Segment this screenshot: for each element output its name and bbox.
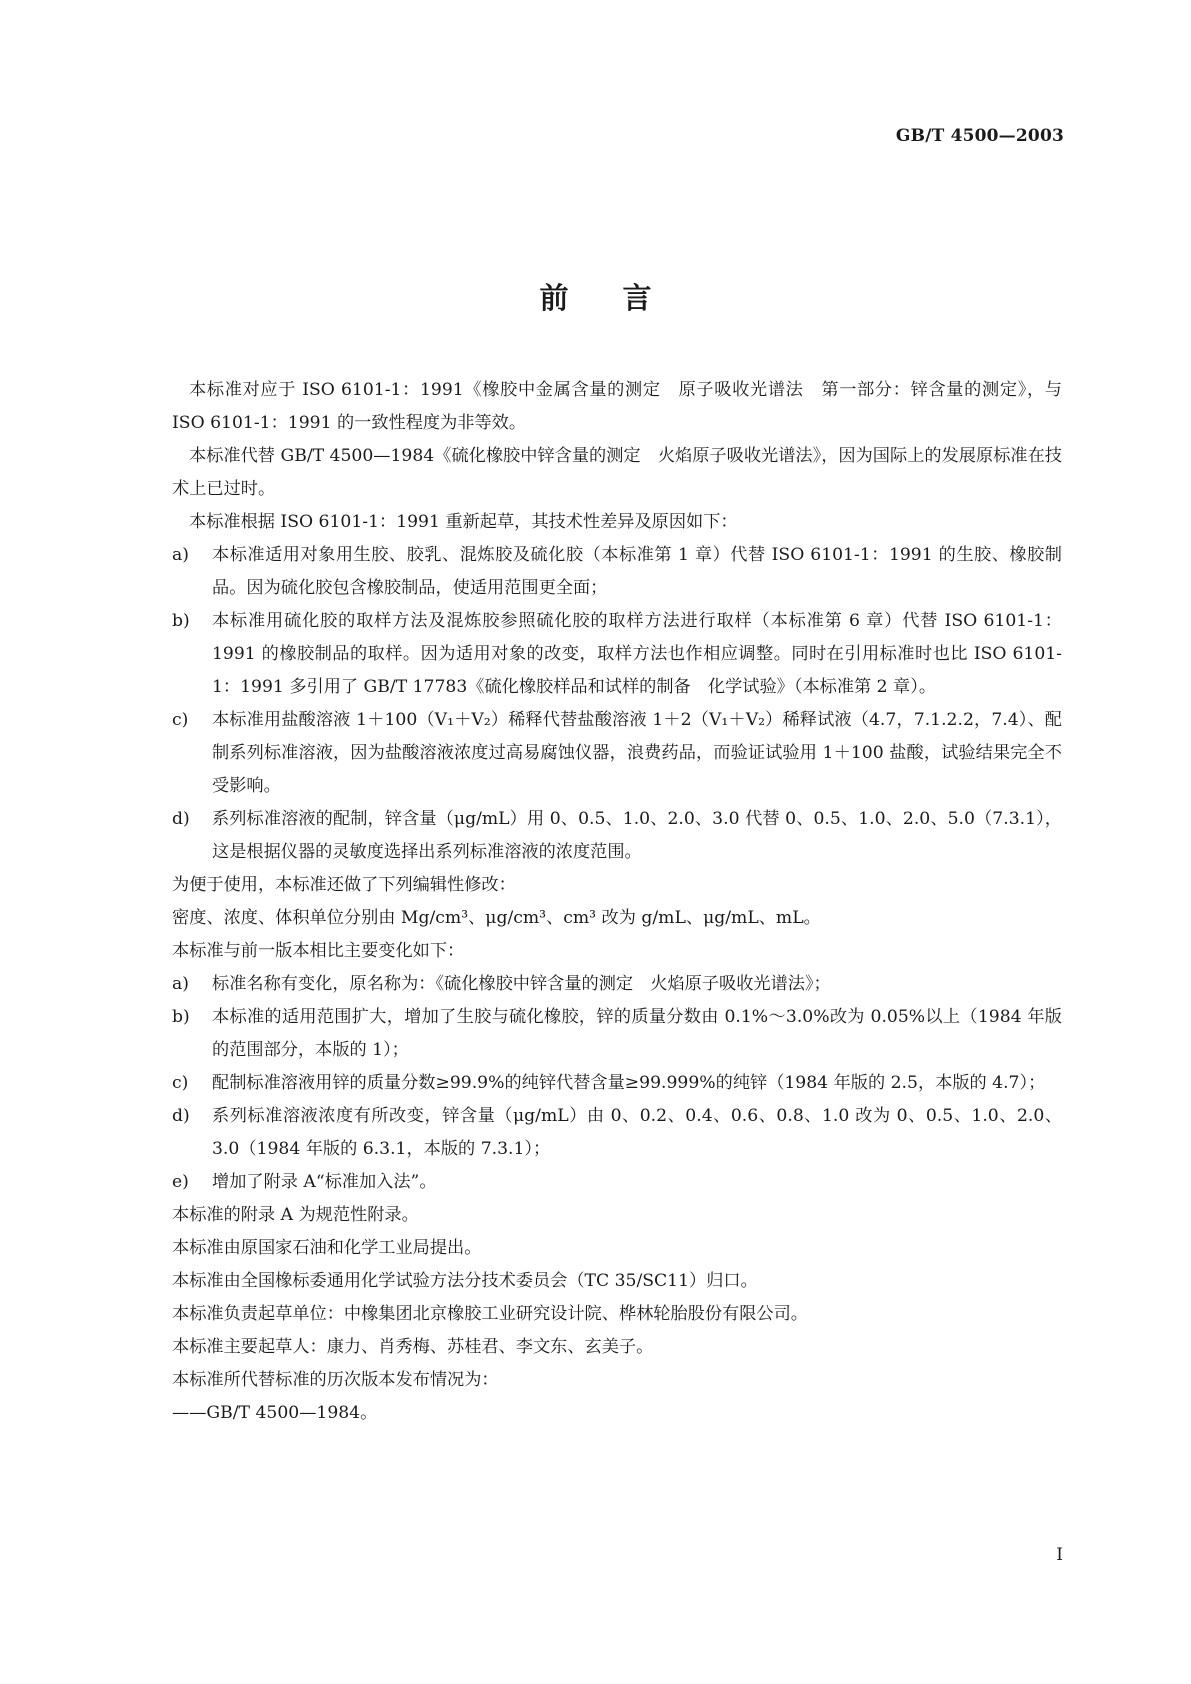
standard-code: GB/T 4500—2003 [895, 126, 1064, 146]
list-text: 本标准适用对象用生胶、胶乳、混炼胶及硫化胶（本标准第 1 章）代替 ISO 6101-1：1991 的生胶、橡胶制品。因为硫化胶包含橡胶制品，使适用范围更全面； [212, 545, 1062, 598]
paragraph: 本标准的附录 A 为规范性附录。 [172, 1205, 419, 1225]
list-item [172, 704, 1062, 803]
list-item [172, 539, 1062, 605]
list-marker: e) [172, 1172, 189, 1192]
page-title: 前言 [539, 281, 706, 315]
list-item [172, 1100, 1062, 1166]
list-text: 增加了附录 A“标准加入法”。 [212, 1172, 437, 1192]
superseded-version: ——GB/T 4500—1984。 [172, 1403, 378, 1423]
paragraph: 本标准负责起草单位：中橡集团北京橡胶工业研究设计院、桦林轮胎股份有限公司。 [172, 1304, 808, 1324]
paragraph: 本标准根据 ISO 6101-1：1991 重新起草，其技术性差异及原因如下： [189, 512, 738, 532]
list-text: 标准名称有变化，原名称为：《硫化橡胶中锌含量的测定 火焰原子吸收光谱法》； [212, 974, 831, 994]
list-marker: a) [172, 545, 189, 565]
paragraph: 本标准主要起草人：康力、肖秀梅、苏桂君、李文东、玄美子。 [172, 1337, 654, 1357]
paragraph: 本标准代替 GB/T 4500—1984《硫化橡胶中锌含量的测定 火焰原子吸收光谱法》，因为国际上的发展原标准在技术上已过时。 [172, 446, 1062, 499]
foreword-body [172, 374, 1062, 1430]
list-item [172, 968, 1062, 1001]
list-text: 本标准用盐酸溶液 1＋100（V₁＋V₂）稀释代替盐酸溶液 1＋2（V₁＋V₂）稀释试液（4.7，7.1.2.2，7.4）、配制系列标准溶液，因为盐酸溶液浓度过高易腐蚀仪器，浪费药品，而验证试验用 1＋100 盐酸，试验结果完全不受影响。 [212, 710, 1062, 796]
list-text: 系列标准溶液浓度有所改变，锌含量（μg/mL）由 0、0.2、0.4、0.6、0.8、1.0 改为 0、0.5、1.0、2.0、3.0（1984 年版的 6.3.1，本版的 7.3.1）； [212, 1106, 1062, 1159]
list-marker: d) [172, 1106, 190, 1126]
list-item [172, 1067, 1062, 1100]
list-item [172, 605, 1062, 704]
list-text: 配制标准溶液用锌的质量分数≥99.9%的纯锌代替含量≥99.999%的纯锌（1984 年版的 2.5，本版的 4.7）； [212, 1073, 1046, 1093]
list-marker: c) [172, 1073, 189, 1093]
list-marker: a) [172, 974, 189, 994]
list-marker: c) [172, 710, 189, 730]
paragraph: 本标准对应于 ISO 6101-1：1991《橡胶中金属含量的测定 原子吸收光谱法 第一部分：锌含量的测定》，与 ISO 6101-1：1991 的一致性程度为非等效。 [172, 380, 1062, 433]
list-marker: b) [172, 1007, 190, 1027]
list-text: 本标准用硫化胶的取样方法及混炼胶参照硫化胶的取样方法进行取样（本标准第 6 章）代替 ISO 6101-1：1991 的橡胶制品的取样。因为适用对象的改变，取样方法也作相应调整。同时在引用标准时也比 ISO 6101-1：1991 多引用了 GB/T 17783《硫化橡胶样品和试样的制备 化学试验》（本标准第 2 章）。 [212, 611, 1062, 697]
paragraph: 本标准由全国橡标委通用化学试验方法分技术委员会（TC 35/SC11）归口。 [172, 1271, 758, 1291]
list-item [172, 1001, 1062, 1067]
list-text: 系列标准溶液的配制，锌含量（μg/mL）用 0、0.5、1.0、2.0、3.0 代替 0、0.5、1.0、2.0、5.0（7.3.1），这是根据仪器的灵敏度选择出系列标准溶液的浓度范围。 [212, 809, 1062, 862]
paragraph: 为便于使用，本标准还做了下列编辑性修改： [172, 875, 516, 895]
list-text: 本标准的适用范围扩大，增加了生胶与硫化橡胶，锌的质量分数由 0.1%～3.0%改为 0.05%以上（1984 年版的范围部分，本版的 1）； [212, 1007, 1062, 1060]
list-item [172, 803, 1062, 869]
page-number: I [1056, 1545, 1063, 1565]
paragraph: 本标准由原国家石油和化学工业局提出。 [172, 1238, 482, 1258]
paragraph: 本标准所代替标准的历次版本发布情况为： [172, 1370, 499, 1390]
list-item [172, 1166, 1062, 1199]
paragraph: 本标准与前一版本相比主要变化如下： [172, 941, 465, 961]
list-marker: b) [172, 611, 190, 631]
list-marker: d) [172, 809, 190, 829]
paragraph: 密度、浓度、体积单位分别由 Mg/cm³、μg/cm³、cm³ 改为 g/mL、μg/mL、mL。 [172, 908, 821, 928]
